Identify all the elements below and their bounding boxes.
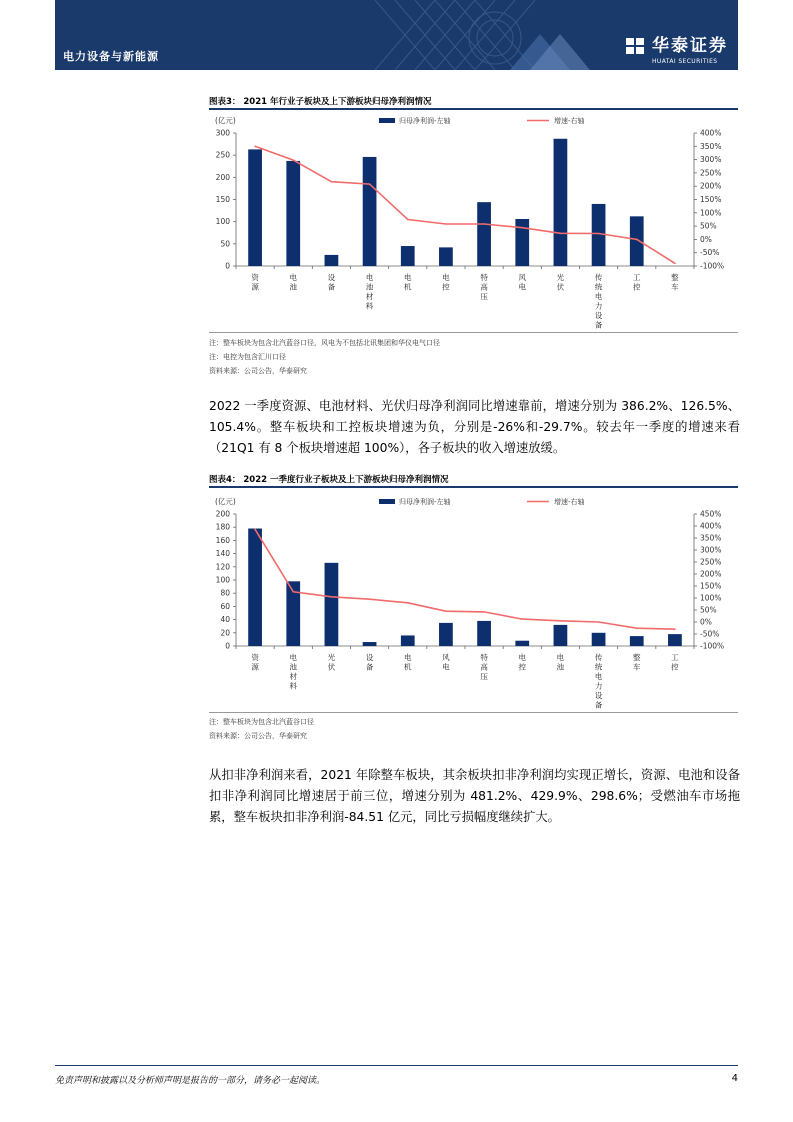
y-right-tick-label: 300% <box>700 545 722 555</box>
bar-特高压 <box>477 621 491 646</box>
paragraph-q1-growth: 2022 一季度资源、电池材料、光伏归母净利润同比增速靠前，增速分别为 386.2%、126.5%、105.4%。整车板块和工控板块增速为负，分别是-26%和-29.7%。较去年一季度的增速来看（21Q1 有 8 个板块增速超 100%），各子板块的收入增速放缓。 <box>209 399 740 455</box>
page-number: 4 <box>731 1073 738 1084</box>
growth-point-电控 <box>521 618 523 620</box>
y-left-tick-label: 100 <box>215 575 230 585</box>
x-category-label-电机: 电机 <box>404 653 412 672</box>
figure-4-top-rule <box>209 486 738 488</box>
growth-point-整车 <box>674 263 676 265</box>
y-right-tick-label: 350% <box>700 141 722 151</box>
figure-4-title <box>209 473 449 485</box>
chart-2021-net-profit <box>209 111 740 331</box>
y-right-tick-label: 150% <box>700 581 722 591</box>
x-category-label-电控: 电控 <box>442 273 450 292</box>
legend-bar-label: 归母净利润-左轴 <box>399 117 451 125</box>
bar-风电 <box>439 623 453 646</box>
growth-point-整车 <box>636 627 638 629</box>
y-left-tick-label: 160 <box>215 535 230 545</box>
y-right-tick-label: 50% <box>700 605 717 615</box>
x-category-label-传统电力设备: 传统电力设备 <box>594 653 603 710</box>
bar-光伏 <box>325 563 339 646</box>
bar-电控 <box>515 641 529 646</box>
bar-电池 <box>554 625 568 646</box>
y-right-tick-label: 100% <box>700 593 722 603</box>
figure-3-label: 图表3： <box>209 97 241 107</box>
x-category-label-工控: 工控 <box>633 273 641 292</box>
bar-传统电力设备 <box>592 633 606 646</box>
x-category-label-传统电力设备: 传统电力设备 <box>594 273 603 330</box>
y-left-tick-label: 200 <box>215 509 230 519</box>
growth-point-资源 <box>254 529 256 531</box>
chart-2022q1-net-profit <box>209 489 740 711</box>
y-right-tick-label: -100% <box>700 641 725 651</box>
y-right-tick-label: 150% <box>700 195 722 204</box>
y-right-tick-label: -100% <box>700 261 725 271</box>
x-category-label-电池: 电池 <box>289 273 297 292</box>
y-right-tick-label: 400% <box>700 128 722 138</box>
y-left-tick-label: 300 <box>215 128 230 138</box>
bar-电机 <box>401 246 415 266</box>
y-right-tick-label: 100% <box>700 208 722 218</box>
bar-设备 <box>363 642 377 646</box>
y-left-tick-label: 40 <box>220 615 230 625</box>
x-category-label-电池材料: 电池材料 <box>365 273 374 311</box>
x-category-label-整车: 整车 <box>671 273 679 292</box>
growth-point-电机 <box>407 602 409 604</box>
paragraph-deducted-profit: 从扣非净利润来看，2021 年除整车板块，其余板块扣非净利润均实现正增长，资源、电池和设备扣非净利润同比增速居于前三位，增速分别为 481.2%、429.9%、298.6%；受燃油车市场拖累，整车板块扣非净利润-84.51 亿元，同比亏损幅度继续扩大。 <box>209 768 740 824</box>
growth-point-设备 <box>369 598 371 600</box>
bar-电机 <box>401 635 415 646</box>
x-category-label-整车: 整车 <box>633 653 641 672</box>
bar-工控 <box>630 216 644 266</box>
legend-bar-swatch <box>379 499 395 504</box>
growth-point-风电 <box>445 610 447 612</box>
y-left-tick-label: 150 <box>215 195 230 204</box>
x-category-label-电池材料: 电池材料 <box>289 653 297 691</box>
bar-光伏 <box>554 139 568 266</box>
y-right-tick-label: -50% <box>700 248 720 258</box>
y-left-tick-label: 80 <box>220 588 230 598</box>
brand <box>652 36 728 65</box>
y-left-tick-label: 0 <box>225 261 230 271</box>
figure-4-source: 资料来源：公司公告，华泰研究 <box>209 732 307 740</box>
figure-3-source: 资料来源：公司公告，华泰研究 <box>209 367 307 375</box>
y-left-tick-label: 180 <box>215 522 230 532</box>
brand-name-en: HUATAI SECURITIES <box>652 58 718 65</box>
growth-point-光伏 <box>560 232 562 234</box>
footer-disclaimer: 免责声明和披露以及分析师声明是报告的一部分，请务必一起阅读。 <box>55 1076 326 1086</box>
x-category-label-光伏: 光伏 <box>327 653 336 672</box>
growth-point-电池 <box>560 620 562 622</box>
bar-资源 <box>248 529 262 646</box>
growth-point-传统电力设备 <box>598 233 600 235</box>
brand-name-cn: 华泰证券 <box>652 36 728 56</box>
growth-line <box>255 146 675 263</box>
growth-point-风电 <box>521 227 523 229</box>
x-category-label-电控: 电控 <box>518 653 526 672</box>
figure-4-caption: 2022 一季度行业子板块及上下游板块归母净利润情况 <box>243 475 449 485</box>
figure-3-caption: 2021 年行业子板块及上下游板块归母净利润情况 <box>243 97 432 107</box>
growth-line <box>255 529 675 629</box>
y-right-tick-label: 0% <box>700 234 712 244</box>
huatai-logo-icon <box>624 36 646 56</box>
figure-4-bottom-rule <box>209 712 738 713</box>
legend-line-label: 增速-右轴 <box>554 498 585 506</box>
y-right-tick-label: 200% <box>700 181 722 191</box>
x-category-label-电池: 电池 <box>556 653 565 672</box>
growth-point-光伏 <box>331 596 333 598</box>
y-left-tick-label: 60 <box>220 601 230 611</box>
bar-电池 <box>286 161 300 266</box>
page-header <box>55 0 738 70</box>
growth-point-电池 <box>292 159 294 161</box>
figure-3-title <box>209 95 432 107</box>
growth-point-特高压 <box>483 223 485 225</box>
y-right-tick-label: 250% <box>700 168 722 178</box>
figure-3-note-2: 注：电控为包含汇川口径 <box>209 353 286 361</box>
figure-3-note-1: 注：整车板块为包含北汽蓝谷口径，风电为不包括北讯集团和华仪电气口径 <box>209 339 440 347</box>
figure-4-label: 图表4： <box>209 475 241 485</box>
x-category-label-设备: 设备 <box>327 273 336 292</box>
bar-资源 <box>248 149 262 266</box>
x-category-label-资源: 资源 <box>251 653 259 672</box>
section-title: 电力设备与新能源 <box>63 50 159 63</box>
x-category-label-风电: 风电 <box>518 273 526 292</box>
x-category-label-特高压: 特高压 <box>480 653 488 681</box>
y-left-tick-label: 20 <box>220 628 230 638</box>
bar-电控 <box>439 247 453 266</box>
growth-point-资源 <box>254 146 256 148</box>
bar-特高压 <box>477 202 491 266</box>
y-axis-unit-label: (亿元) <box>215 116 236 125</box>
growth-point-电池材料 <box>369 183 371 185</box>
y-right-tick-label: 300% <box>700 155 722 165</box>
y-right-tick-label: 200% <box>700 569 722 579</box>
figure-3-bottom-rule <box>209 332 738 333</box>
y-left-tick-label: 120 <box>215 562 230 572</box>
x-category-label-资源: 资源 <box>251 273 259 292</box>
x-category-label-风电: 风电 <box>442 653 450 672</box>
legend-bar-label: 归母净利润-左轴 <box>399 498 451 506</box>
y-right-tick-label: 250% <box>700 557 722 567</box>
bar-电池材料 <box>363 157 377 266</box>
footer-rule <box>55 1065 738 1066</box>
y-left-tick-label: 100 <box>215 217 230 227</box>
y-left-tick-label: 250 <box>215 150 230 160</box>
bar-设备 <box>325 255 339 266</box>
growth-point-电控 <box>445 223 447 225</box>
y-right-tick-label: 50% <box>700 221 717 231</box>
x-category-label-特高压: 特高压 <box>480 273 488 301</box>
x-category-label-电机: 电机 <box>404 273 412 292</box>
growth-point-电机 <box>407 219 409 221</box>
y-right-tick-label: 450% <box>700 509 722 519</box>
figure-4-note-1: 注：整车板块为包含北汽蓝谷口径 <box>209 718 314 726</box>
growth-point-传统电力设备 <box>598 621 600 623</box>
figure-3-top-rule <box>209 108 738 110</box>
x-category-label-光伏: 光伏 <box>556 273 565 292</box>
y-right-tick-label: -50% <box>700 629 720 639</box>
growth-point-电池材料 <box>292 591 294 593</box>
bar-工控 <box>668 634 682 646</box>
y-right-tick-label: 350% <box>700 533 722 543</box>
growth-point-工控 <box>636 239 638 241</box>
growth-point-设备 <box>331 181 333 183</box>
bar-整车 <box>630 636 644 646</box>
y-left-tick-label: 50 <box>220 239 230 249</box>
y-left-tick-label: 0 <box>225 641 230 651</box>
growth-point-工控 <box>674 628 676 630</box>
growth-point-特高压 <box>483 611 485 613</box>
y-axis-unit-label: (亿元) <box>215 497 236 506</box>
x-category-label-工控: 工控 <box>671 653 679 672</box>
y-left-tick-label: 200 <box>215 172 230 182</box>
y-left-tick-label: 140 <box>215 549 230 559</box>
y-right-tick-label: 0% <box>700 617 712 627</box>
y-right-tick-label: 400% <box>700 521 722 531</box>
legend-bar-swatch <box>379 118 395 123</box>
x-category-label-设备: 设备 <box>365 653 374 672</box>
bar-风电 <box>515 219 529 266</box>
legend-line-label: 增速-右轴 <box>554 117 585 125</box>
